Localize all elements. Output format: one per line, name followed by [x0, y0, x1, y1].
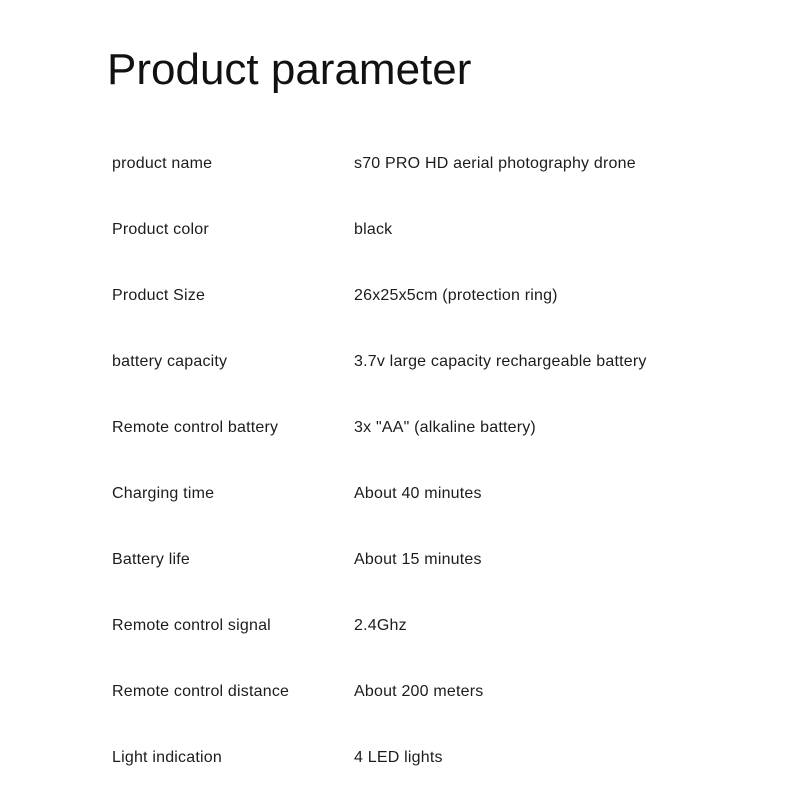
parameter-row-remote-control-battery — [112, 416, 752, 482]
parameter-value: 2.4Ghz — [354, 617, 407, 634]
parameter-value: black — [354, 221, 393, 238]
parameter-label: Charging time — [112, 485, 215, 502]
parameter-label: battery capacity — [112, 353, 228, 370]
parameter-table — [112, 152, 752, 800]
parameter-label: product name — [112, 155, 213, 172]
parameter-value: 3.7v large capacity rechargeable battery — [354, 353, 647, 370]
parameter-value: About 15 minutes — [354, 551, 482, 568]
parameter-row-product-color — [112, 218, 752, 284]
parameter-value: 26x25x5cm (protection ring) — [354, 287, 558, 304]
parameter-row-charging-time — [112, 482, 752, 548]
parameter-row-remote-control-distance — [112, 680, 752, 746]
parameter-value: 3x "AA" (alkaline battery) — [354, 419, 536, 436]
parameter-value: About 200 meters — [354, 683, 484, 700]
parameter-label: Light indication — [112, 749, 222, 766]
parameter-label: Remote control signal — [112, 617, 271, 634]
parameter-label: Product color — [112, 221, 209, 238]
parameter-row-battery-capacity — [112, 350, 752, 416]
parameter-row-remote-control-signal — [112, 614, 752, 680]
parameter-label: Remote control distance — [112, 683, 290, 700]
parameter-value: 4 LED lights — [354, 749, 443, 766]
parameter-row-light-indication — [112, 746, 752, 800]
page-title: Product parameter — [107, 45, 472, 94]
parameter-row-product-name — [112, 152, 752, 218]
parameter-row-battery-life — [112, 548, 752, 614]
parameter-label: Battery life — [112, 551, 190, 568]
parameter-value: s70 PRO HD aerial photography drone — [354, 155, 636, 172]
parameter-label: Product Size — [112, 287, 206, 304]
parameter-row-product-size — [112, 284, 752, 350]
parameter-label: Remote control battery — [112, 419, 279, 436]
parameter-value: About 40 minutes — [354, 485, 482, 502]
